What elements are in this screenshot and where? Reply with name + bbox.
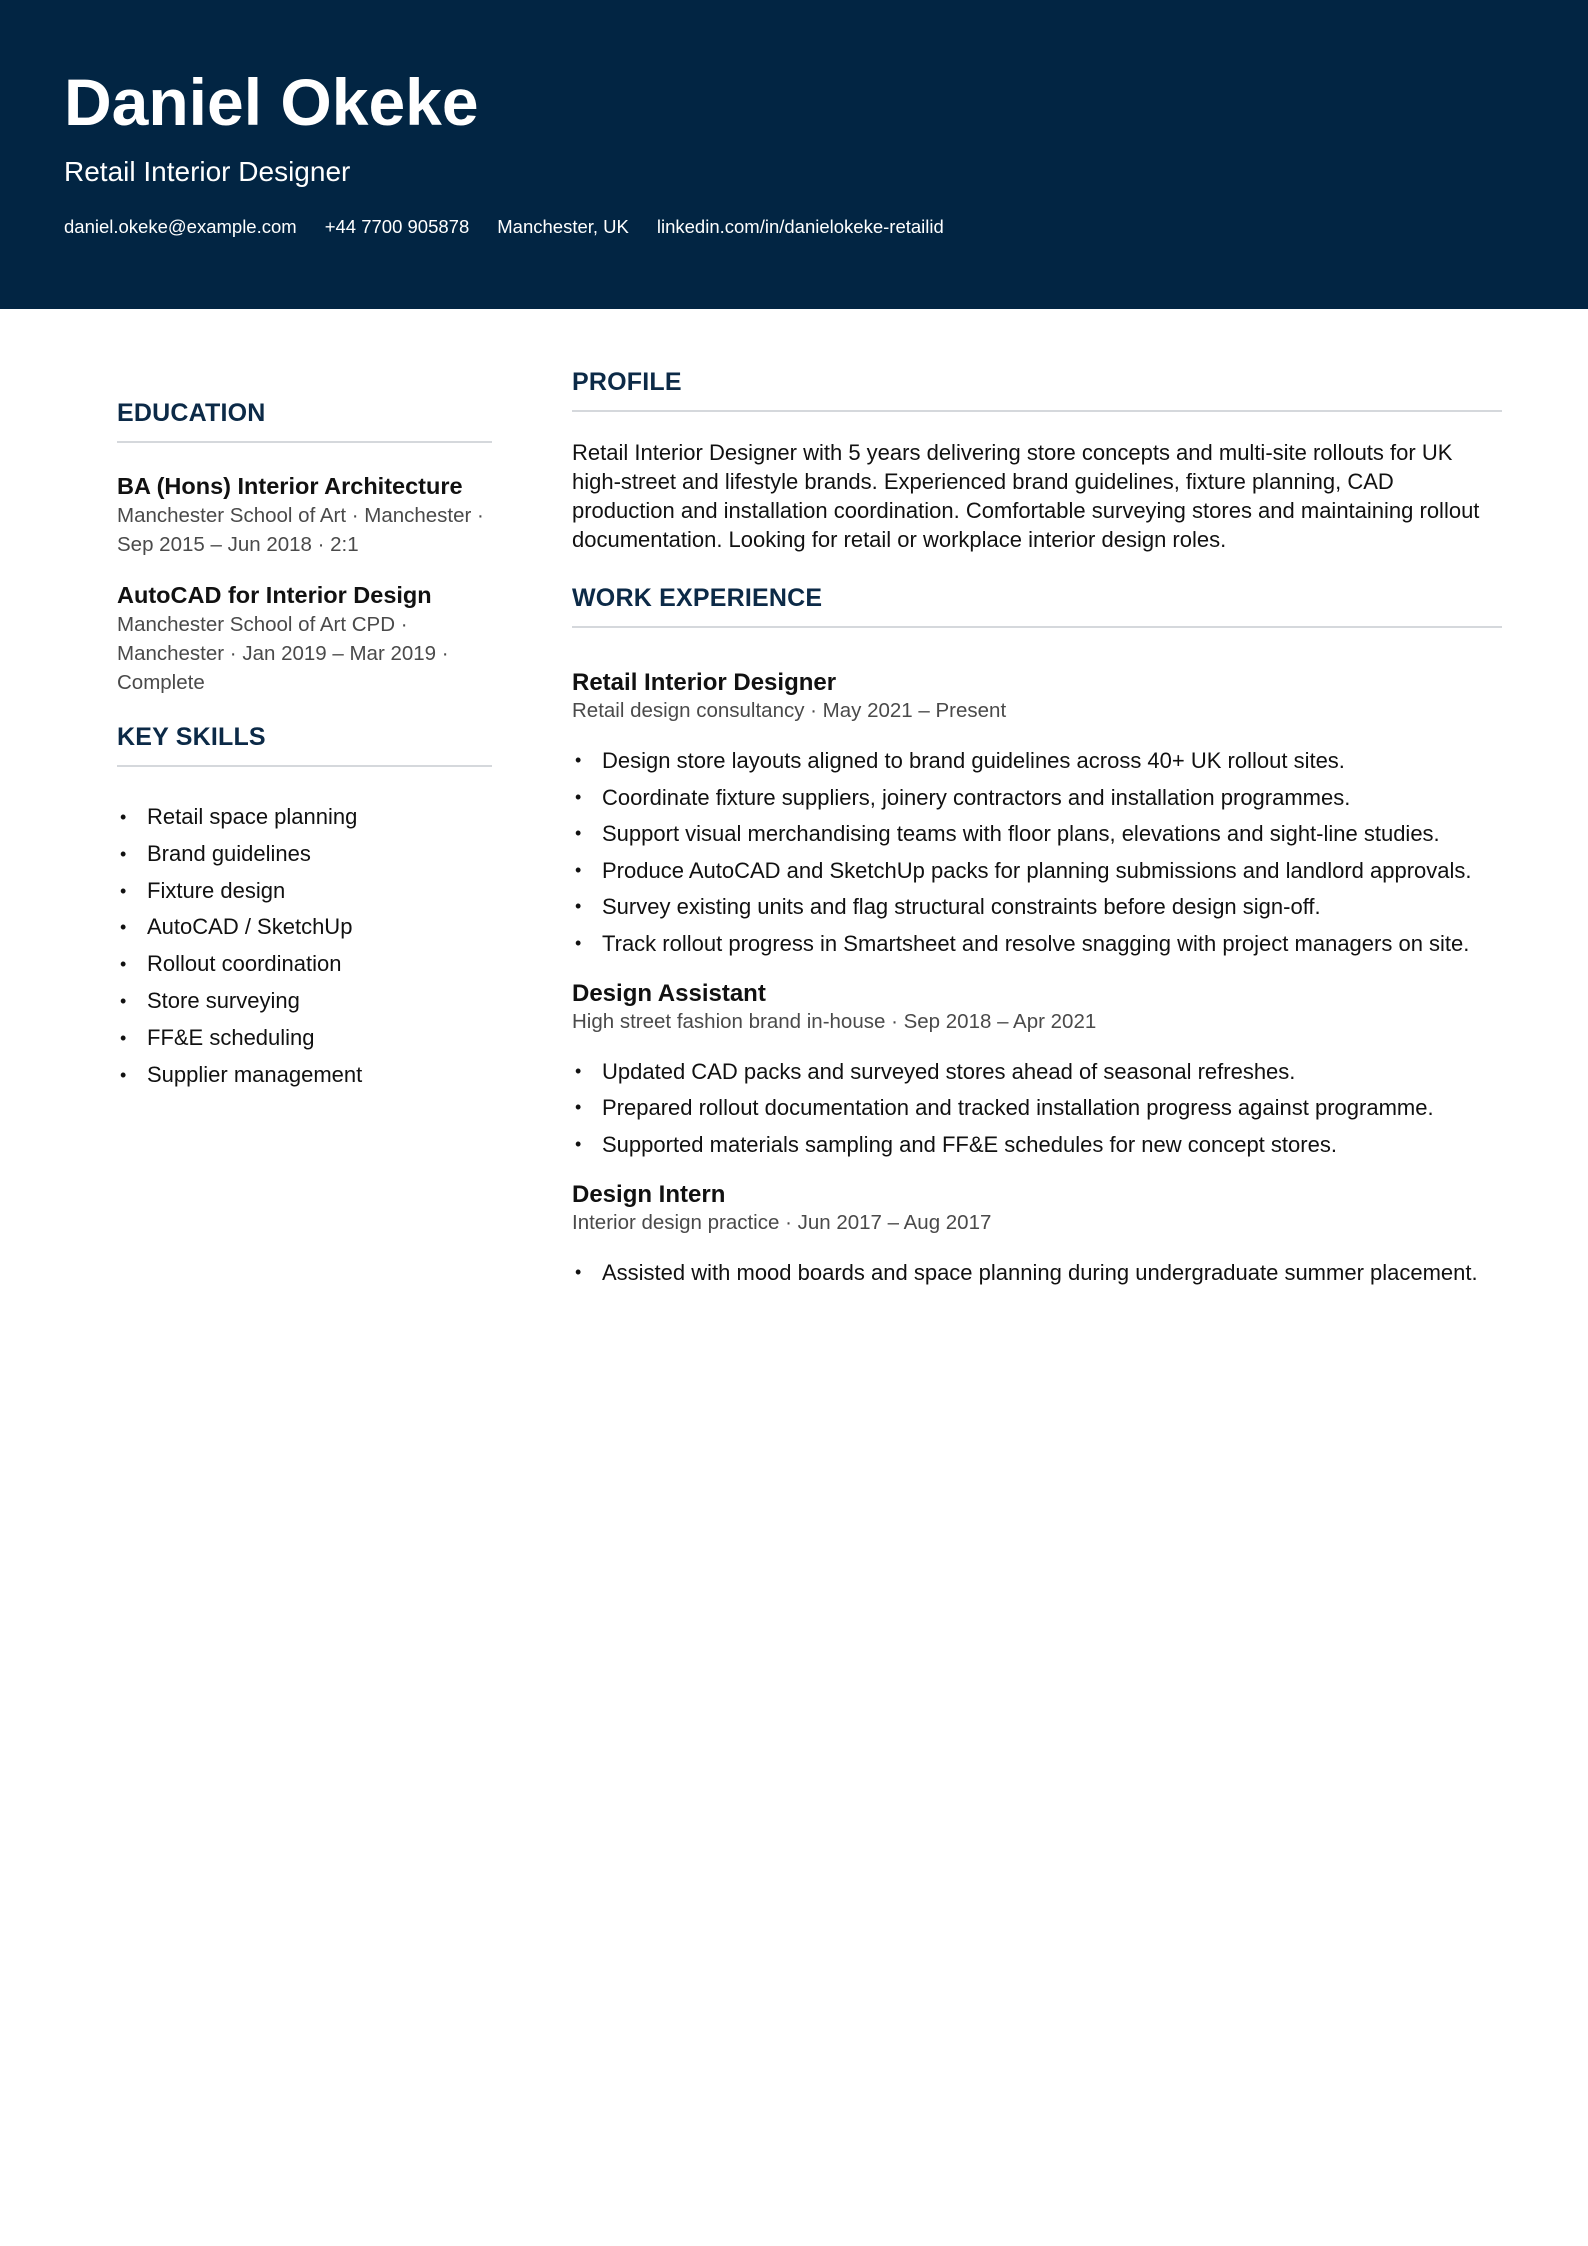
bullet-icon: • — [575, 859, 582, 880]
education-item — [117, 471, 492, 559]
job-entry — [572, 979, 1502, 1159]
job-bullet — [572, 1057, 1502, 1086]
job-bullets — [572, 1057, 1502, 1159]
education-degree: BA (Hons) Interior Architecture — [117, 473, 463, 499]
resume-header — [0, 0, 1588, 309]
skill-label: Rollout coordination — [147, 951, 342, 977]
profile-summary: Retail Interior Designer with 5 years delivering store concepts and multi-site rollouts for UK high-street and lifestyle brands. Experienced brand guidelines, fixture planning, CAD production and installation coordination. Comfortable surveying stores and maintaining rollout documentation. Looking for retail or workplace interior design roles. — [572, 440, 1480, 552]
job-meta: Interior design practice · Jun 2017 – Aug 2017 — [572, 1210, 992, 1234]
skills-section — [117, 721, 492, 1093]
skill-item — [117, 1020, 492, 1057]
left-column — [117, 397, 492, 1093]
bullet-icon: • — [575, 1097, 582, 1117]
job-entry — [572, 1180, 1502, 1287]
job-entry — [572, 668, 1502, 958]
bullet-icon: • — [575, 896, 582, 916]
job-bullet — [572, 746, 1502, 775]
skill-label: Fixture design — [147, 877, 286, 903]
job-bullet — [572, 929, 1502, 958]
skill-item — [117, 836, 492, 873]
contact-email[interactable]: daniel.okeke@example.com — [64, 216, 297, 237]
skills-list — [117, 799, 492, 1093]
profile-heading: PROFILE — [572, 366, 1502, 412]
skill-item — [117, 909, 492, 946]
job-bullet-text: Assisted with mood boards and space planning during undergraduate summer placement. — [602, 1259, 1478, 1285]
contact-bar — [64, 215, 944, 239]
job-bullet-text: Support visual merchandising teams with floor plans, elevations and sight-line studies. — [602, 821, 1440, 846]
job-bullet-text: Track rollout progress in Smartsheet and resolve snagging with project managers on site. — [602, 930, 1470, 956]
job-meta: Retail design consultancy · May 2021 – Present — [572, 699, 1007, 722]
contact-phone[interactable]: +44 7700 905878 — [324, 216, 470, 237]
work-experience-section — [572, 582, 1502, 1287]
education-section — [117, 397, 492, 697]
bullet-icon: • — [575, 1060, 582, 1081]
skill-item — [117, 1057, 492, 1094]
bullet-icon: • — [575, 1261, 582, 1282]
skill-item — [117, 873, 492, 910]
contact-location: Manchester, UK — [497, 216, 629, 237]
job-title: Design Assistant — [572, 979, 766, 1007]
skill-label: AutoCAD / SketchUp — [147, 914, 353, 940]
job-bullet-text: Coordinate fixture suppliers, joinery contractors and installation programmes. — [602, 784, 1351, 810]
candidate-title: Retail Interior Designer — [64, 156, 351, 187]
bullet-icon: • — [120, 990, 127, 1011]
job-title: Retail Interior Designer — [572, 669, 837, 696]
job-bullet — [572, 783, 1502, 812]
bullet-icon: • — [575, 786, 582, 807]
bullet-icon: • — [120, 954, 127, 975]
education-heading: EDUCATION — [117, 397, 492, 443]
job-bullets — [572, 1258, 1502, 1287]
skill-label: Store surveying — [147, 987, 300, 1013]
job-title: Design Intern — [572, 1180, 726, 1208]
skill-item — [117, 983, 492, 1020]
bullet-icon: • — [120, 807, 127, 827]
bullet-icon: • — [120, 1064, 127, 1085]
skills-heading: KEY SKILLS — [117, 721, 492, 767]
job-bullet — [572, 892, 1502, 921]
skill-label: Retail space planning — [147, 804, 358, 829]
skill-label: FF&E scheduling — [147, 1024, 315, 1050]
profile-section — [572, 366, 1502, 554]
education-degree: AutoCAD for Interior Design — [117, 582, 432, 608]
work-experience-heading: WORK EXPERIENCE — [572, 582, 1502, 628]
bullet-icon: • — [120, 917, 127, 938]
bullet-icon: • — [120, 843, 127, 864]
job-bullet-text: Supported materials sampling and FF&E schedules for new concept stores. — [602, 1131, 1337, 1157]
bullet-icon: • — [575, 823, 582, 843]
skill-item — [117, 799, 492, 836]
bullet-icon: • — [575, 1133, 582, 1154]
job-meta: High street fashion brand in-house · Sep 2018 – Apr 2021 — [572, 1009, 1097, 1033]
job-bullet-text: Survey existing units and flag structural constraints before design sign-off. — [602, 894, 1321, 919]
skill-label: Supplier management — [147, 1061, 363, 1087]
education-meta: Manchester School of Art · Manchester · Sep 2015 – Jun 2018 · 2:1 — [117, 504, 484, 556]
bullet-icon: • — [575, 932, 582, 953]
right-column — [572, 366, 1502, 1294]
job-bullet-text: Updated CAD packs and surveyed stores ahead of seasonal refreshes. — [602, 1058, 1296, 1084]
job-bullet-text: Produce AutoCAD and SketchUp packs for planning submissions and landlord approvals. — [602, 857, 1472, 883]
job-bullet-text: Design store layouts aligned to brand guidelines across 40+ UK rollout sites. — [602, 748, 1345, 773]
bullet-icon: • — [120, 1027, 127, 1048]
education-meta: Manchester School of Art CPD · Manchester · Jan 2019 – Mar 2019 · Complete — [117, 613, 449, 694]
job-bullets — [572, 746, 1502, 958]
job-bullet — [572, 1258, 1502, 1287]
job-bullet — [572, 819, 1502, 848]
job-bullet-text: Prepared rollout documentation and tracked installation progress against programme. — [602, 1095, 1434, 1120]
skill-label: Brand guidelines — [147, 840, 311, 866]
skill-item — [117, 946, 492, 983]
contact-linkedin[interactable]: linkedin.com/in/danielokeke-retailid — [656, 216, 944, 237]
job-bullet — [572, 1130, 1502, 1159]
job-bullet — [572, 856, 1502, 885]
bullet-icon: • — [575, 750, 582, 770]
bullet-icon: • — [120, 880, 127, 901]
candidate-name: Daniel Okeke — [64, 65, 479, 139]
job-bullet — [572, 1093, 1502, 1122]
education-item — [117, 580, 492, 697]
